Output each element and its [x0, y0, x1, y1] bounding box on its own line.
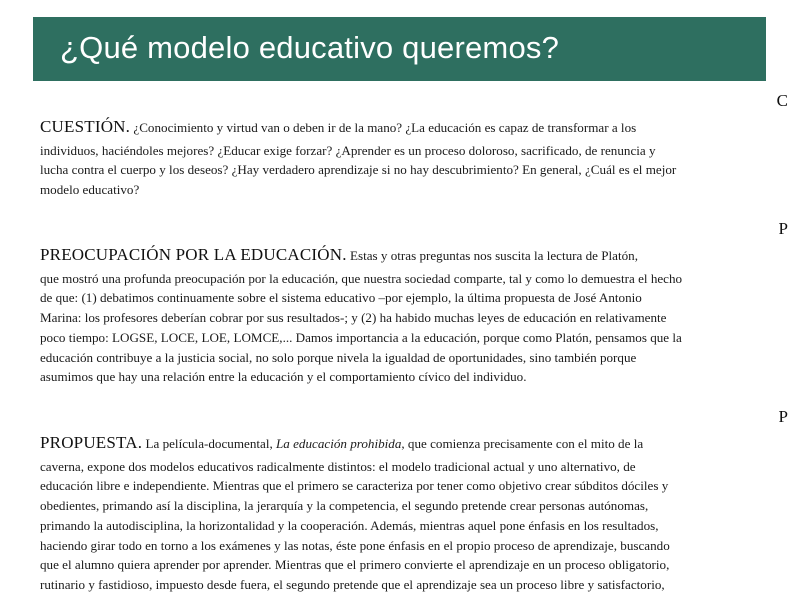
section-line: individuos, haciéndoles mejores? ¿Educar exige forzar? ¿Aprender es un proceso doloroso, sacrificado, de renuncia y [40, 142, 656, 158]
page-title: ¿Qué modelo educativo queremos? [60, 30, 560, 65]
edge-letter-c: C [776, 91, 788, 110]
section-propuesta [40, 433, 760, 595]
section-line: Marina: los profesores deberían cobrar por sus resultados-; y (2) ha habido muchas leyes de educación en relativamente [40, 310, 667, 326]
section-line: lucha contra el cuerpo y los deseos? ¿Hay verdadero aprendizaje si no hay descubrimiento? En general, ¿Cuál es el mejor [40, 162, 677, 178]
section-line-end: , que comienza precisamente con el mito de la [401, 436, 644, 451]
section-line: modelo educativo? [40, 182, 140, 198]
section-line: poco tiempo: LOGSE, LOCE, LOE, LOMCE,... Damos importancia a la educación, porque como Platón, pensamos que la [40, 329, 682, 345]
section-line: asumimos que hay una relación entre la educación y el comportamiento cívico del individuo. [40, 369, 527, 385]
section-line: obedientes, primando así la disciplina, la jerarquía y la competencia, el segundo pretende crear personas autónomas, [40, 498, 649, 514]
film-title: La educación prohibida [276, 436, 402, 451]
section-line: educación libre e independiente. Mientras que el primero se caracteriza por tener como objetivo crear súbditos dóciles y [40, 478, 669, 494]
section-first-line [40, 433, 760, 454]
section-line: ¿Conocimiento y virtud van o deben ir de la mano? ¿La educación es capaz de transformar a los [133, 120, 637, 135]
section-heading: CUESTIÓN. [40, 117, 131, 136]
section-line: Estas y otras preguntas nos suscita la lectura de Platón, [349, 248, 638, 263]
section-cuestion [40, 117, 760, 200]
edge-letter-p-1: P [778, 219, 788, 238]
section-line: primando la autodisciplina, la horizontalidad y la cooperación. Además, mientras aquel pone énfasis en los resultados, [40, 517, 659, 533]
title-banner [33, 17, 766, 81]
section-line: haciendo girar todo en torno a los exámenes y las notas, éste pone énfasis en el propio proceso de aprendizaje, buscando [40, 537, 670, 553]
section-line: rutinario y fastidioso, impuesto desde fuera, el segundo pretende que el aprendizaje sea un proceso libre y satisfactorio, [40, 576, 665, 592]
section-first-line [40, 245, 760, 266]
section-line: que mostró una profunda preocupación por la educación, que nuestra sociedad comparte, tal y como lo demuestra el hecho [40, 270, 683, 286]
section-line: educación contribuye a la justicia social, no solo porque nivela la igualdad de oportunidades, sino también porque [40, 349, 637, 365]
section-first-line [40, 117, 760, 138]
section-line: que el alumno quiera aprender por aprender. Mientras que el primero convierte el aprendizaje en un proceso obligatorio, [40, 557, 670, 573]
section-line: caverna, expone dos modelos educativos radicalmente distintos: el modelo tradicional actual y uno alternativo, de [40, 458, 636, 474]
section-heading: PROPUESTA. [40, 433, 143, 452]
section-line-start: La película-documental, [145, 436, 273, 451]
edge-letter-p-2: P [778, 407, 788, 426]
section-preocupacion [40, 245, 760, 387]
section-heading: PREOCUPACIÓN POR LA EDUCACIÓN. [40, 245, 347, 264]
section-line: de que: (1) debatimos continuamente sobre el sistema educativo –por ejemplo, la última propuesta de José Antonio [40, 290, 642, 306]
